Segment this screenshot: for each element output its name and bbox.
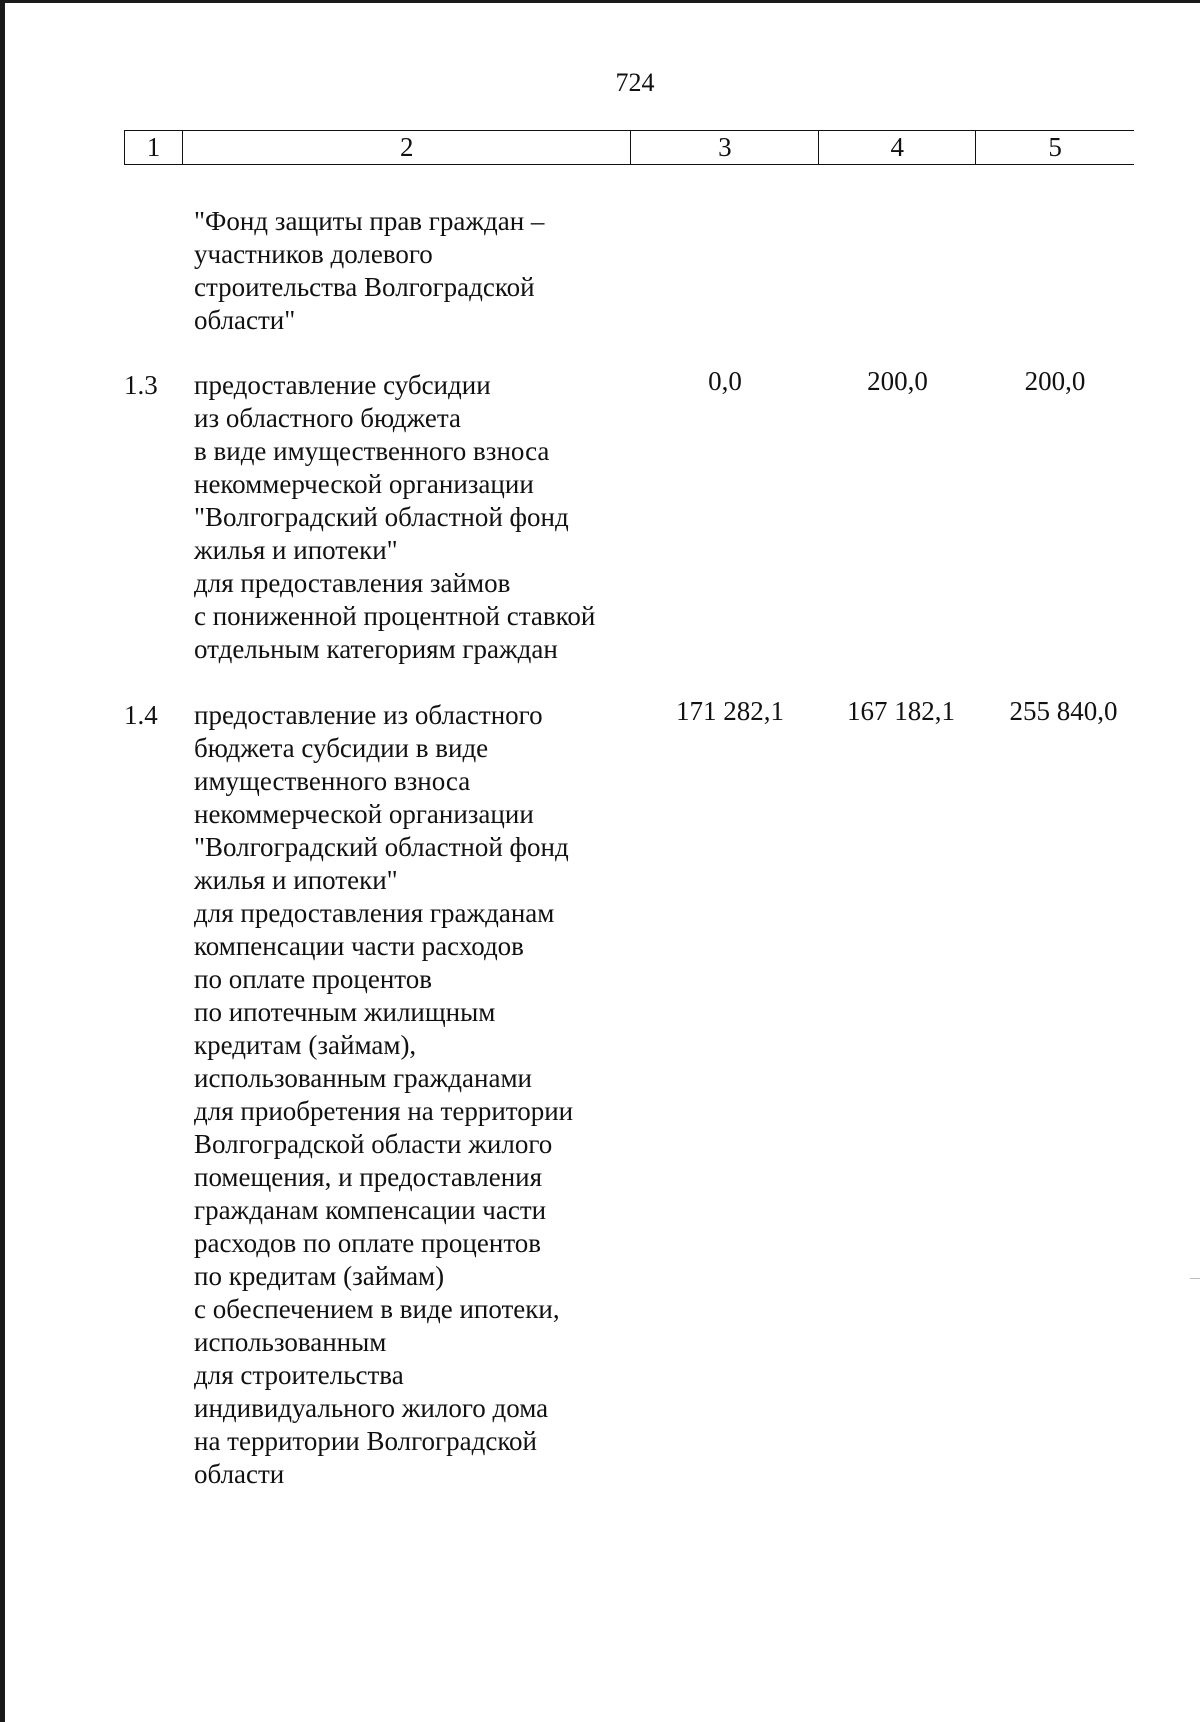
text-line: в виде имущественного взноса — [194, 436, 550, 466]
text-line: строительства Волгоградской — [194, 272, 535, 302]
text-line: "Волгоградский областной фонд — [194, 502, 569, 532]
row-value-col5: 255 840,0 — [1009, 696, 1118, 726]
column-header-2: 2 — [183, 131, 632, 164]
row-value-col4: 167 182,1 — [847, 696, 955, 726]
text-line: индивидуального жилого дома — [194, 1393, 549, 1423]
scan-border-left — [0, 0, 5, 1722]
row-value-col3: 171 282,1 — [676, 696, 784, 726]
column-header-1: 1 — [125, 131, 183, 164]
column-header-3: 3 — [631, 131, 819, 164]
text-line: помещения, и предоставления — [194, 1162, 543, 1192]
scan-mark — [1190, 1278, 1200, 1279]
text-line: предоставление из областного — [194, 700, 543, 730]
row-value-col3: 0,0 — [708, 366, 742, 396]
text-line: из областного бюджета — [194, 403, 461, 433]
row-value-col4: 200,0 — [867, 366, 928, 396]
continuation-text — [194, 205, 544, 337]
text-line: для предоставления займов — [194, 568, 511, 598]
text-line: участников долевого — [194, 239, 433, 269]
text-line: предоставление субсидии — [194, 370, 491, 400]
text-line: использованным — [194, 1327, 387, 1357]
text-line: кредитам (займам), — [194, 1030, 417, 1060]
text-line: бюджета субсидии в виде — [194, 733, 489, 763]
row-value-col5: 200,0 — [1024, 366, 1086, 396]
text-line: на территории Волгоградской — [194, 1426, 538, 1456]
text-line: некоммерческой организации — [194, 799, 534, 829]
row-number: 1.4 — [124, 700, 158, 730]
text-line: по оплате процентов — [194, 964, 432, 994]
text-line: с обеспечением в виде ипотеки, — [194, 1294, 560, 1324]
text-line: отдельным категориям граждан — [194, 634, 558, 664]
column-header-row — [124, 130, 1134, 165]
text-line: "Фонд защиты прав граждан – — [194, 206, 545, 236]
column-header-5: 5 — [1048, 132, 1062, 162]
text-line: для приобретения на территории — [194, 1096, 574, 1126]
scan-border-top — [0, 0, 1200, 3]
text-line: расходов по оплате процентов — [194, 1228, 542, 1258]
text-line: Волгоградской области жилого — [194, 1129, 553, 1159]
text-line: по кредитам (займам) — [194, 1261, 445, 1291]
text-line: с пониженной процентной ставкой — [194, 601, 596, 631]
text-line: некоммерческой организации — [194, 469, 534, 499]
text-line: области — [194, 1459, 285, 1489]
text-line: области" — [194, 305, 296, 335]
row-number: 1.3 — [124, 370, 158, 400]
text-line: гражданам компенсации части — [194, 1195, 547, 1225]
text-line: жилья и ипотеки" — [194, 865, 398, 895]
column-header-4: 4 — [819, 131, 976, 164]
row-description — [194, 369, 595, 666]
row-description — [194, 699, 573, 1491]
page-number: 724 — [615, 68, 655, 97]
text-line: по ипотечным жилищным — [194, 997, 496, 1027]
text-line: компенсации части расходов — [194, 931, 524, 961]
text-line: имущественного взноса — [194, 766, 471, 796]
text-line: для строительства — [194, 1360, 404, 1390]
text-line: использованным гражданами — [194, 1063, 532, 1093]
text-line: "Волгоградский областной фонд — [194, 832, 569, 862]
text-line: для предоставления гражданам — [194, 898, 555, 928]
text-line: жилья и ипотеки" — [194, 535, 398, 565]
